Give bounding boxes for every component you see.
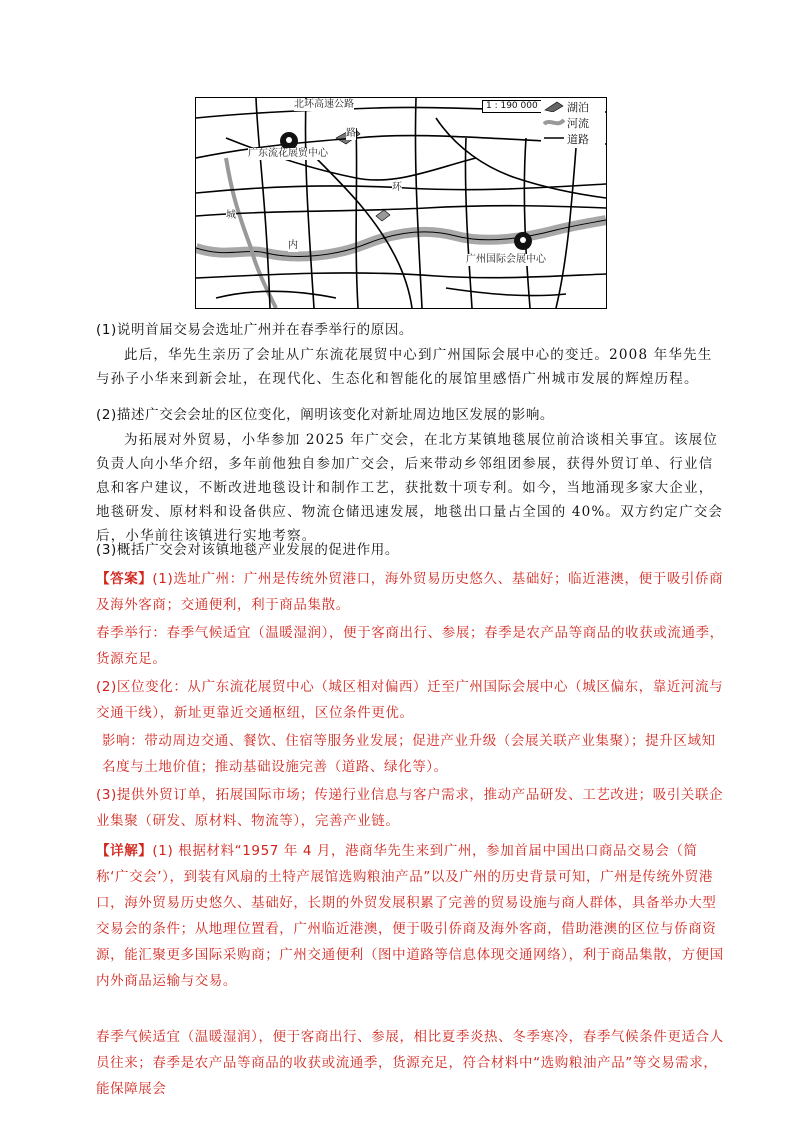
legend-lake — [543, 100, 589, 114]
map-scale: 1 : 190 000 — [482, 100, 542, 113]
river-swatch-icon — [543, 117, 565, 129]
answer-3: (3)提供外贸订单，拓展国际市场；传递行业信息与客户需求，推动产品研发、工艺改进；吸引关联企业集聚（研发、原材料、物流等），完善产业链。 — [96, 787, 724, 829]
map-label-top: 北环高速公路 — [294, 99, 354, 110]
legend-road — [543, 132, 589, 146]
detail-1 — [96, 838, 726, 994]
answer-2a: (2)区位变化：从广东流花展贸中心（城区相对偏西）迁至广州国际会展中心（城区偏东，靠近河流与交通干线），新址更靠近交通枢纽，区位条件更优。 — [96, 679, 724, 721]
question-3: (3)概括广交会对该镇地毯产业发展的促进作用。 — [96, 542, 399, 558]
question-1: (1)说明首届交易会选址广州并在春季举行的原因。 — [96, 322, 414, 338]
material-paragraph-2: 此后，华先生亲历了会址从广东流花展贸中心到广州国际会展中心的变迁。2008 年华先生与孙子小华来到新会址，在现代化、生态化和智能化的展馆里感悟广州城市发展的辉煌历程。 — [96, 347, 713, 387]
legend-road-label: 道路 — [567, 133, 589, 146]
answer-1a-text: (1)选址广州：广州是传统外贸港口，海外贸易历史悠久、基础好；临近港澳，便于吸引侨商及海外客商；交通便利，利于商品集散。 — [96, 571, 724, 613]
material-paragraph-3: 为拓展对外贸易，小华参加 2025 年广交会，在北方某镇地毯展位前洽谈相关事宜。该展位负责人向小华介绍，多年前他独自参加广交会，后来带动乡邻组团参展，获得外贸订单、行业信息和客户建议，不断改进地毯设计和制作工艺，获批数十项专利。如今，当地涌现多家大企业，地毯研发、原材料和设备供应、物流仓储迅速发展，地毯出口量占全国的 40%。双方约定广交会后，小华前往该镇进行实地考察。 — [96, 432, 724, 544]
lake-swatch-icon — [543, 101, 565, 113]
map-label-ring1: 环 — [392, 182, 402, 193]
lake-2 — [376, 210, 390, 221]
question-2: (2)描述广交会会址的区位变化，阐明该变化对新址周边地区发展的影响。 — [96, 407, 555, 423]
detail-tag: 【详解】 — [96, 843, 153, 859]
answer-1b: 春季举行：春季气候适宜（温暖湿润），便于客商出行、参展；春季是农产品等商品的收获或流通季，货源充足。 — [96, 625, 724, 667]
map-label-ring2: 路 — [346, 128, 356, 139]
map-label-liuhua: 广东流花展贸中心 — [248, 148, 328, 159]
legend-river-label: 河流 — [567, 117, 589, 130]
map-label-rd1: 城 — [226, 210, 236, 221]
detail-1-text: (1) 根据材料“1957 年 4 月，港商华先生来到广州，参加首届中国出口商品交易会（简称‘广交会’），到装有风扇的土特产展馆选购粮油产品”以及广州的历史背景可知，广州是传统外贸港口，海外贸易历史悠久、基础好，长期的外贸发展积累了完善的贸易设施与商人群体，具备举办大型交易会的条件；从地理位置看，广州临近港澳，便于吸引侨商及海外客商，借助港澳的区位与侨商资源，能汇聚更多国际采购商；广州交通便利（图中道路等信息体现交通网络），利于商品集散，方便国内外商品运输与交易。 — [96, 843, 724, 989]
road-swatch-icon — [543, 133, 565, 145]
map-legend — [541, 98, 605, 148]
answer-tag: 【答案】 — [96, 571, 153, 587]
pearl-river — [196, 220, 606, 256]
map-label-pazhou: 广州国际会展中心 — [466, 254, 546, 265]
legend-river — [543, 116, 589, 130]
pazhou-pin — [514, 232, 532, 250]
detail-2: 春季气候适宜（温暖湿润），便于客商出行、参展，相比夏季炎热、冬季寒冷，春季气候条件更适合人员往来；春季是农产品等商品的收获或流通季，货源充足，符合材料中“选购粮油产品”等交易需求，能保障展会 — [96, 1029, 724, 1097]
legend-lake-label: 湖泊 — [567, 101, 589, 114]
answer-2b: 影响：带动周边交通、餐饮、住宿等服务业发展；促进产业升级（会展关联产业集聚）；提升区域知名度与土地价值；推动基础设施完善（道路、绿化等）。 — [102, 733, 716, 775]
guangzhou-map — [195, 97, 607, 309]
map-label-rd2: 内 — [288, 240, 298, 251]
answer-1a — [96, 566, 726, 618]
